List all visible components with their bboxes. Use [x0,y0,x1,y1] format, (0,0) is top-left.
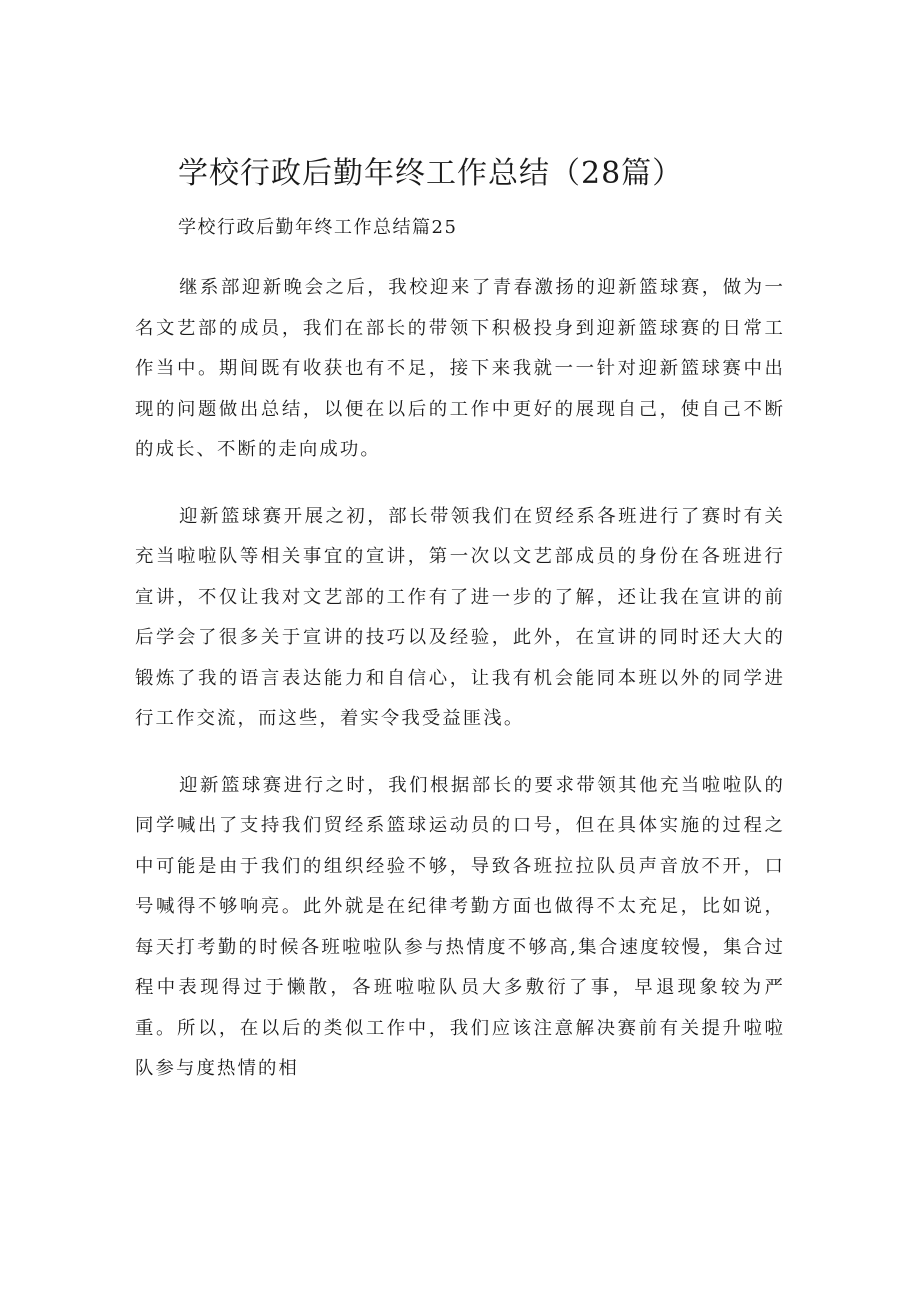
paragraph-3: 迎新篮球赛进行之时，我们根据部长的要求带领其他充当啦啦队的同学喊出了支持我们贸经系篮球运动员的口号，但在具体实施的过程之中可能是由于我们的组织经验不够，导致各班拉拉队员声音放不开，口号喊得不够响亮。此外就是在纪律考勤方面也做得不太充足，比如说，每天打考勤的时候各班啦啦队参与热情度不够高,集合速度较慢，集合过程中表现得过于懒散，各班啦啦队员大多敷衍了事，早退现象较为严重。所以，在以后的类似工作中，我们应该注意解决赛前有关提升啦啦队参与度热情的相 [135,774,785,1079]
paragraph-1: 继系部迎新晚会之后，我校迎来了青春激扬的迎新篮球赛，做为一名文艺部的成员，我们在部长的带领下积极投身到迎新篮球赛的日常工作当中。期间既有收获也有不足，接下来我就一一针对迎新篮球赛中出现的问题做出总结，以便在以后的工作中更好的展现自己，使自己不断的成长、不断的走向成功。 [135,277,785,460]
paragraph-2: 迎新篮球赛开展之初，部长带领我们在贸经系各班进行了赛时有关充当啦啦队等相关事宜的宣讲，第一次以文艺部成员的身份在各班进行宣讲，不仅让我对文艺部的工作有了进一步的了解，还让我在宣讲的前后学会了很多关于宣讲的技巧以及经验，此外，在宣讲的同时还大大的锻炼了我的语言表达能力和自信心，让我有机会能同本班以外的同学进行工作交流，而这些，着实令我受益匪浅。 [135,505,785,729]
document-body [135,268,785,1116]
document-title: 学校行政后勤年终工作总结（28篇） [178,156,684,191]
document-subtitle: 学校行政后勤年终工作总结篇25 [178,217,458,238]
